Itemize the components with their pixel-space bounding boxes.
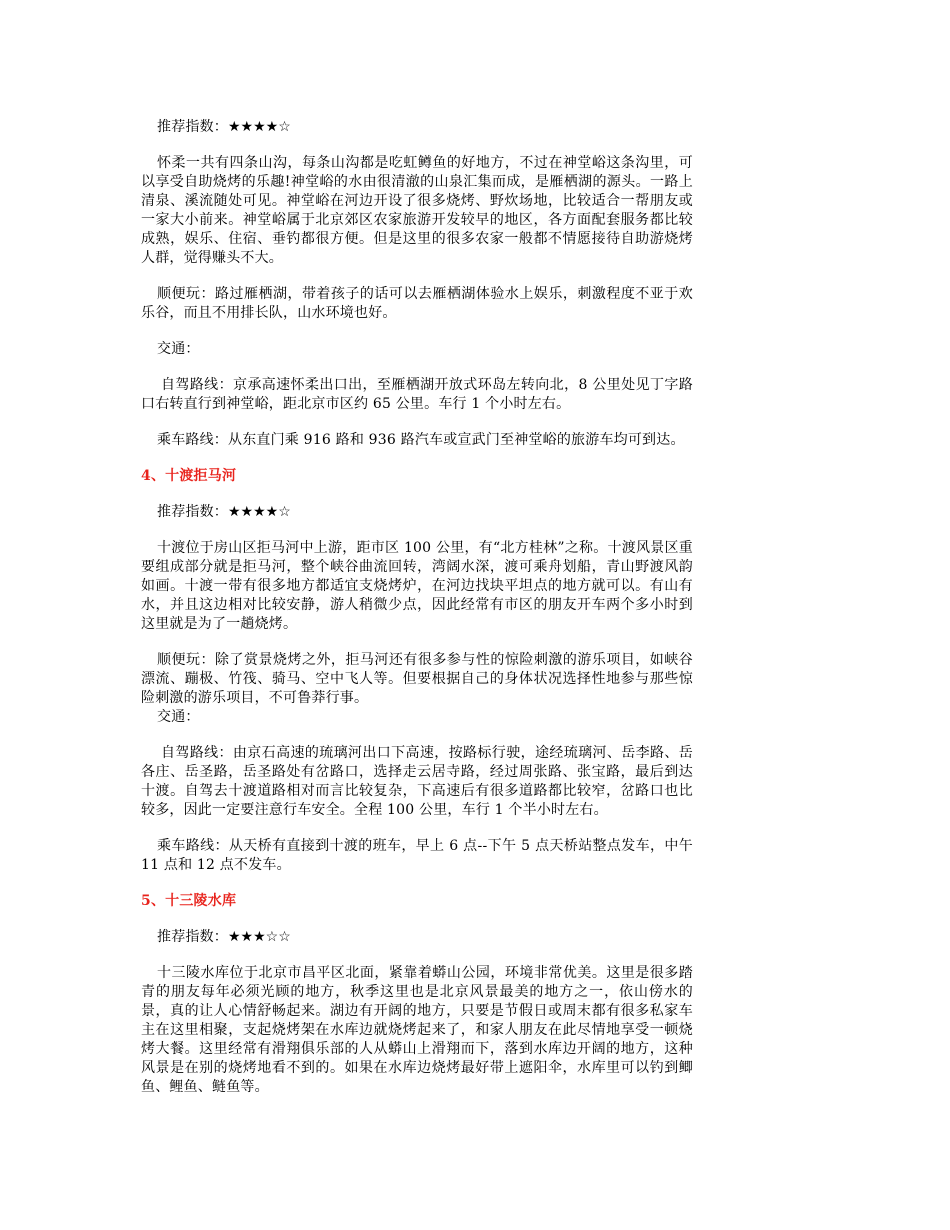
- section-intro-paragraph: 怀柔一共有四条山沟，每条山沟都是吃虹鳟鱼的好地方，不过在神堂峪这条沟里，可以享受自助烧烤的乐趣!神堂峪的水由很清澈的山泉汇集而成，是雁栖湖的源头。一路上清泉、溪流随处可见。神堂峪在河边开设了很多烧烤、野炊场地，比较适合一帮朋友或一家大小前来。神堂峪属于北京郊区农家旅游开发较早的地区，各方面配套服务都比较成熟，娱乐、住宿、垂钓都很方便。但是这里的很多农家一般都不情愿接待自助游烧烤人群，觉得赚头不大。: [141, 155, 693, 266]
- rating-label: 推荐指数：: [157, 504, 228, 520]
- section-heading-shisanling: 5、十三陵水库: [141, 893, 237, 909]
- rating-stars: ★★★★☆: [228, 504, 291, 520]
- section-heading-shidu: 4、十渡拒马河: [141, 468, 237, 484]
- drive-route-paragraph: 自驾路线：京承高速怀柔出口出，至雁栖湖开放式环岛左转向北，8 公里处见丁字路口右转直行到神堂峪，距北京市区约 65 公里。车行 1 个小时左右。: [141, 377, 693, 412]
- rating-line: [141, 503, 693, 522]
- nearby-paragraph: 顺便玩：路过雁栖湖，带着孩子的话可以去雁栖湖体验水上娱乐，刺激程度不亚于欢乐谷，而且不用排长队，山水环境也好。: [141, 286, 693, 321]
- document-page: [141, 118, 693, 1097]
- drive-route-paragraph: 自驾路线：由京石高速的琉璃河出口下高速，按路标行驶，途经琉璃河、岳李路、岳各庄、岳圣路，岳圣路处有岔路口，选择走云居寺路，经过周张路、张宝路，最后到达十渡。自驾去十渡道路相对而言比较复杂，下高速后有很多道路都比较窄，岔路口也比较多，因此一定要注意行车安全。全程 100 公里，车行 1 个半小时左右。: [141, 745, 693, 818]
- rating-label: 推荐指数：: [157, 929, 228, 945]
- section-intro-paragraph: 十三陵水库位于北京市昌平区北面，紧靠着蟒山公园，环境非常优美。这里是很多踏青的朋友每年必须光顾的地方，秋季这里也是北京风景最美的地方之一，依山傍水的景，真的让人心情舒畅起来。湖边有开阔的地方，只要是节假日或周末都有很多私家车主在这里相聚，支起烧烤架在水库边就烧烤起来了，和家人朋友在此尽情地享受一顿烧烤大餐。这里经常有滑翔俱乐部的人从蟒山上滑翔而下，落到水库边开阔的地方，这种风景是在别的烧烤地看不到的。如果在水库边烧烤最好带上遮阳伞，水库里可以钓到鲫鱼、鲤鱼、鲢鱼等。: [141, 965, 693, 1095]
- bus-route-paragraph: 乘车路线：从天桥有直接到十渡的班车，早上 6 点--下午 5 点天桥站整点发车，中午 11 点和 12 点不发车。: [141, 838, 693, 873]
- bus-route-paragraph: 乘车路线：从东直门乘 916 路和 936 路汽车或宣武门至神堂峪的旅游车均可到达。: [157, 432, 685, 448]
- rating-line: [141, 928, 693, 947]
- section-intro-paragraph: 十渡位于房山区拒马河中上游，距市区 100 公里，有“北方桂林”之称。十渡风景区重要组成部分就是拒马河，整个峡谷曲流回转，湾阔水深，渡可乘舟划船，青山野渡风韵如画。十渡一带有很多地方都适宜支烧烤炉，在河边找块平坦点的地方就可以。有山有水，并且这边相对比较安静，游人稍微少点，因此经常有市区的朋友开车两个多小时到这里就是为了一趟烧烤。: [141, 540, 693, 632]
- rating-stars: ★★★★☆: [228, 119, 291, 135]
- rating-stars: ★★★☆☆: [228, 929, 291, 945]
- rating-label: 推荐指数：: [157, 119, 228, 135]
- transport-label: 交通：: [157, 709, 200, 725]
- rating-line: [141, 118, 693, 137]
- nearby-paragraph: 顺便玩：除了赏景烧烤之外，拒马河还有很多参与性的惊险刺激的游乐项目，如峡谷漂流、蹦极、竹筏、骑马、空中飞人等。但要根据自己的身体状况选择性地参与那些惊险刺激的游乐项目，不可鲁莽行事。: [141, 652, 693, 706]
- transport-label: 交通：: [157, 341, 200, 357]
